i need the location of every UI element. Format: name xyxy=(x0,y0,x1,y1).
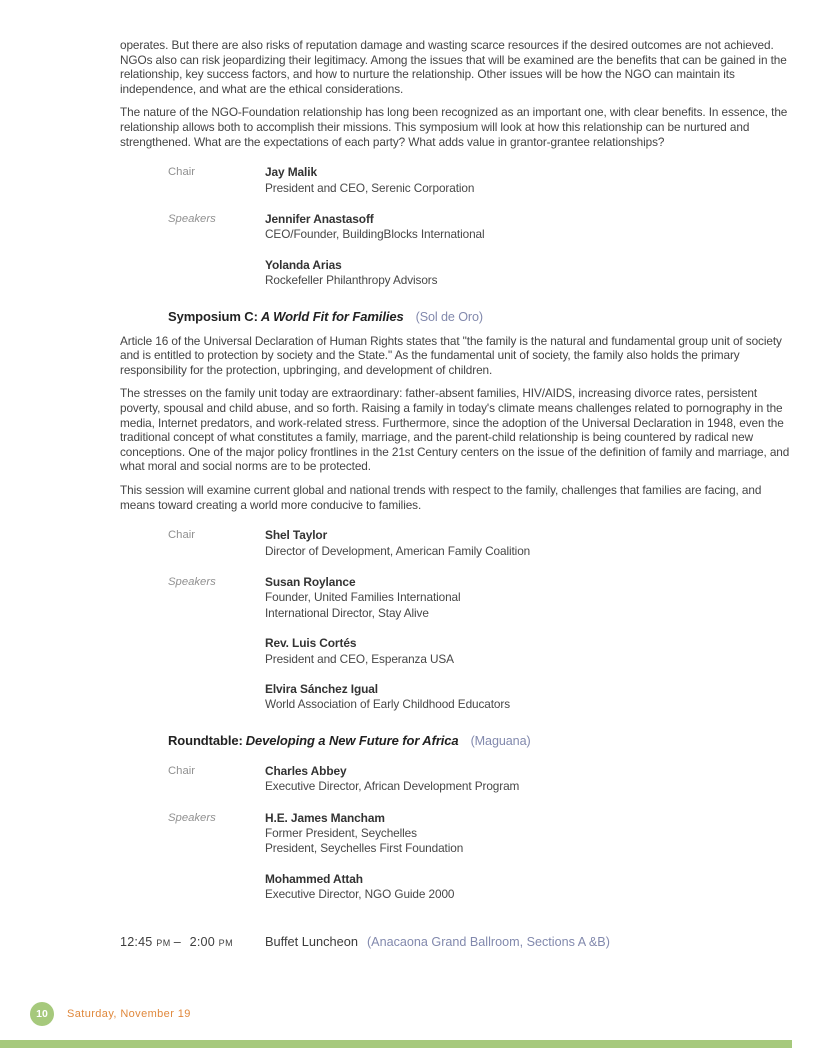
person-name: Jay Malik xyxy=(265,165,317,180)
person-title: Former President, Seychelles xyxy=(265,826,417,840)
luncheon-label: Buffet Luncheon xyxy=(265,933,358,949)
person-shel-taylor xyxy=(265,528,795,559)
symposium-c-heading xyxy=(168,309,795,324)
person-mohammed-attah xyxy=(265,872,795,903)
time-end-meridiem: PM xyxy=(218,937,234,948)
person-name: Elvira Sánchez Igual xyxy=(265,681,378,696)
chair-row xyxy=(168,165,795,196)
time-separator: – xyxy=(173,934,181,949)
luncheon-time xyxy=(120,935,265,949)
person-name: Shel Taylor xyxy=(265,528,328,543)
page-number-badge: 10 xyxy=(30,1002,54,1026)
person-title: President and CEO, Esperanza USA xyxy=(265,651,454,666)
chair-row xyxy=(168,764,795,795)
chair-row xyxy=(168,528,795,559)
person-jay-malik xyxy=(265,165,795,196)
luncheon-row xyxy=(120,933,795,951)
person-name: Jennifer Anastasoff xyxy=(265,211,374,226)
heading-prefix: Symposium C: xyxy=(168,308,258,324)
speakers-row xyxy=(168,212,795,289)
person-title: Founder, United Families International xyxy=(265,590,461,605)
speakers-label: Speakers xyxy=(168,575,216,588)
person-title: President, Seychelles First Foundation xyxy=(265,841,464,856)
chair-label: Chair xyxy=(168,529,195,542)
intro-paragraph-1: operates. But there are also risks of reputation damage and wasting scarce resources if the desired outcomes are not achieved. NGOs also can risk jeopardizing their legitimacy. Among the issues that will be examined are the benefits that can be gained in the relationship, key success factors, and how to nurture the relationship. Other issues will be how the NGO can maintain its independence, and what are the ethical considerations. xyxy=(120,38,787,96)
person-name: Rev. Luis Cortés xyxy=(265,636,357,651)
intro-paragraph-2: The nature of the NGO-Foundation relationship has long been recognized as an important one, with clear benefits. In essence, the relationship allows both to accomplish their missions. This symposium will look at how this relationship can be nurtured and strengthened. What are the expectations of each party? What adds value in grantor-grantee relationships? xyxy=(120,105,788,149)
symposium-b-people xyxy=(168,165,795,288)
symposium-c-paragraph-3: This session will examine current global and national trends with respect to the family, challenges that families are facing, and means toward creating a world more conducive to families. xyxy=(120,482,762,512)
bottom-rule xyxy=(0,1040,792,1048)
person-title: President and CEO, Serenic Corporation xyxy=(265,180,475,195)
heading-venue: (Maguana) xyxy=(470,733,531,748)
chair-label: Chair xyxy=(168,764,195,777)
speakers-row xyxy=(168,575,795,713)
person-title: World Association of Early Childhood Educators xyxy=(265,697,511,712)
person-name: Charles Abbey xyxy=(265,763,347,778)
symposium-c-paragraph-2: The stresses on the family unit today are extraordinary: father-absent families, HIV/AIDS, increasing divorce rates, persistent poverty, spousal and child abuse, and so forth. Raising a family in today's climate means challenges related to pornography in the media, Internet predators, and work-related stress. Furthermore, since the adoption of the Universal Declaration in 1948, even the traditional concept of what constitutes a family, marriage, and the parent-child relationship is being countered by radical new conceptions. One of the major policy frontlines in the 21st Century centers on the issue of the definition of family and marriage, and what moral and social norms are to be protected. xyxy=(120,386,790,474)
chair-label: Chair xyxy=(168,166,195,179)
person-james-mancham xyxy=(265,811,795,857)
page-footer xyxy=(30,1002,191,1026)
person-title: Rockefeller Philanthropy Advisors xyxy=(265,273,438,288)
person-name: Mohammed Attah xyxy=(265,871,363,886)
footer-date: Saturday, November 19 xyxy=(67,1008,191,1020)
person-title: Director of Development, American Family Coalition xyxy=(265,543,531,558)
symposium-c-people xyxy=(168,528,795,713)
person-elvira-sanchez-igual xyxy=(265,682,795,713)
time-start-meridiem: PM xyxy=(156,937,171,948)
person-charles-abbey xyxy=(265,764,795,795)
luncheon-venue: (Anacaona Grand Ballroom, Sections A &B) xyxy=(366,934,610,949)
heading-title: Developing a New Future for Africa xyxy=(245,732,459,748)
luncheon-main xyxy=(265,933,795,951)
person-yolanda-arias xyxy=(265,258,795,289)
person-title: International Director, Stay Alive xyxy=(265,605,429,620)
person-name: Yolanda Arias xyxy=(265,257,342,272)
speakers-label: Speakers xyxy=(168,212,216,225)
person-title: Executive Director, African Development Program xyxy=(265,779,520,794)
heading-title: A World Fit for Families xyxy=(260,308,404,324)
person-susan-roylance xyxy=(265,575,795,621)
speakers-row xyxy=(168,811,795,903)
person-title: CEO/Founder, BuildingBlocks International xyxy=(265,227,485,242)
person-name: Susan Roylance xyxy=(265,574,356,589)
person-luis-cortes xyxy=(265,636,795,667)
person-jennifer-anastasoff xyxy=(265,212,795,243)
time-start: 12:45 xyxy=(120,934,157,949)
heading-prefix: Roundtable: xyxy=(168,732,243,748)
speakers-label: Speakers xyxy=(168,811,216,824)
symposium-c-paragraph-1: Article 16 of the Universal Declaration of Human Rights states that "the family is the natural and fundamental group unit of society and is entitled to protection by society and the State." As the fundamental unit of society, the family also holds the primary responsibility for the protection, upbringing, and development of children. xyxy=(120,333,782,377)
roundtable-people xyxy=(168,764,795,903)
time-end: 2:00 xyxy=(185,934,219,949)
heading-venue: (Sol de Oro) xyxy=(415,309,483,324)
person-title: Executive Director, NGO Guide 2000 xyxy=(265,887,455,902)
roundtable-heading xyxy=(168,733,795,748)
person-name: H.E. James Mancham xyxy=(265,810,385,825)
